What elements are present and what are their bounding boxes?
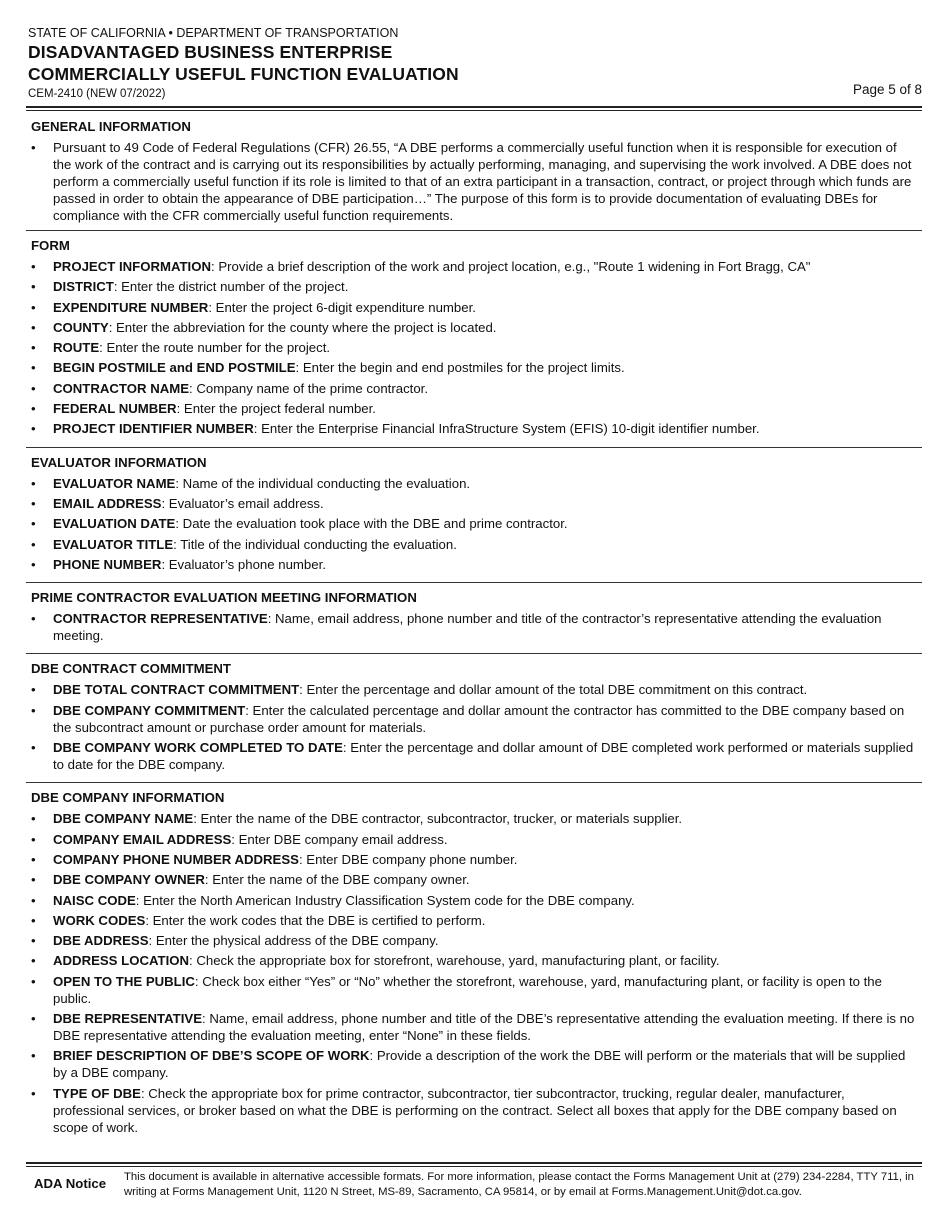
list-item xyxy=(26,702,922,736)
item-label: EXPENDITURE NUMBER xyxy=(53,299,209,315)
list-item xyxy=(26,912,922,929)
item-label: EVALUATOR TITLE xyxy=(53,536,174,552)
item-label: PHONE NUMBER xyxy=(53,556,162,572)
section-title: FORM xyxy=(31,238,70,253)
list-item xyxy=(26,952,922,969)
list-item xyxy=(26,892,922,909)
item-text: : Provide a description of the work the DBE will perform or the materials that will be supplied by a DBE company. xyxy=(53,1048,906,1081)
item-text: : Evaluator’s email address. xyxy=(161,495,324,511)
agency-line: STATE OF CALIFORNIA • DEPARTMENT OF TRANSPORTATION xyxy=(28,26,399,40)
item-label: DBE COMPANY WORK COMPLETED TO DATE xyxy=(53,740,343,756)
list-item xyxy=(26,739,922,773)
item-text: : Enter the Enterprise Financial InfraStructure System (EFIS) 10-digit identifier number. xyxy=(253,421,760,437)
section-title: GENERAL INFORMATION xyxy=(31,119,191,134)
item-text: : Provide a brief description of the work and project location, e.g., "Route 1 widening in Fort Bragg, CA" xyxy=(211,259,811,274)
list-item xyxy=(26,973,922,1007)
bullet-list xyxy=(26,610,922,644)
list-item xyxy=(26,339,922,356)
item-text: : Enter the physical address of the DBE company. xyxy=(148,933,439,949)
item-label: COMPANY EMAIL ADDRESS xyxy=(53,831,232,847)
item-label: TYPE OF DBE xyxy=(53,1085,141,1101)
list-item xyxy=(26,831,922,848)
item-label: DBE ADDRESS xyxy=(53,933,149,949)
section-title: DBE CONTRACT COMMITMENT xyxy=(31,661,231,677)
list-item xyxy=(26,258,922,275)
item-label: CONTRACTOR NAME xyxy=(53,380,190,396)
item-text: Pursuant to 49 Code of Federal Regulations (CFR) 26.55, “A DBE performs a commercially useful function when it is responsible for execution of the work of the contract and is carrying out its responsibilities by actually performing, managing, and supervising the work involved. A DBE does not perform a commercially useful function if its role is limited to that of an extra participant in a transaction, contract, or project through which funds are passed in order to obtain the appearance of DBE participation…” The purpose of this form is to provide documentation of evaluating DBEs for compliance with the CFR commercially useful function requirements. xyxy=(53,140,912,223)
item-label: DBE COMPANY NAME xyxy=(53,811,194,827)
list-item xyxy=(26,420,922,437)
item-label: COMPANY PHONE NUMBER ADDRESS xyxy=(53,851,299,867)
item-label: EMAIL ADDRESS xyxy=(53,495,162,511)
item-label: BRIEF DESCRIPTION OF DBE’S SCOPE OF WORK xyxy=(53,1048,370,1064)
list-item xyxy=(26,1010,922,1044)
item-text: : Enter the North American Industry Classification System code for the DBE company. xyxy=(135,892,635,908)
item-text: : Check the appropriate box for prime contractor, subcontractor, tier subcontractor, trucking, regular dealer, manufacturer, professional services, or broker based on what the DBE is performing on the contract. Select all boxes that apply for the DBE company based on scope of work. xyxy=(53,1085,897,1135)
list-item xyxy=(26,139,922,224)
list-item xyxy=(26,1047,922,1081)
item-text: : Enter the work codes that the DBE is certified to perform. xyxy=(145,912,486,928)
list-item xyxy=(26,681,922,698)
bullet-list xyxy=(26,139,922,224)
section-dbe-company-information xyxy=(26,783,922,1145)
list-item xyxy=(26,380,922,397)
bullet-list xyxy=(26,810,922,1135)
item-text: : Check the appropriate box for storefront, warehouse, yard, manufacturing plant, or facility. xyxy=(189,953,720,969)
item-text: : Enter the project 6-digit expenditure number. xyxy=(208,299,476,315)
footer-divider-top xyxy=(26,1162,922,1164)
item-label: DBE COMPANY COMMITMENT xyxy=(53,702,246,718)
section-evaluator-information xyxy=(26,448,922,583)
item-text: : Name, email address, phone number and title of the DBE’s representative attending the evaluation meeting. If there is no DBE representative attending the evaluation meeting, enter “None” in these fields. xyxy=(53,1011,915,1044)
bullet-list xyxy=(26,258,922,437)
list-item xyxy=(26,299,922,316)
footer-divider-bottom xyxy=(26,1166,922,1167)
item-label: WORK CODES xyxy=(53,912,146,928)
ada-notice-label: ADA Notice xyxy=(34,1176,107,1191)
item-label: ROUTE xyxy=(53,340,100,356)
item-label: COUNTY xyxy=(53,319,109,335)
item-text: : Enter DBE company email address. xyxy=(231,831,448,847)
section-title: PRIME CONTRACTOR EVALUATION MEETING INFORMATION xyxy=(31,590,417,606)
bullet-list xyxy=(26,475,922,573)
item-text: : Enter the project federal number. xyxy=(176,401,376,417)
item-label: PROJECT INFORMATION xyxy=(53,259,212,274)
item-text: : Enter the name of the DBE company owner. xyxy=(204,872,470,888)
item-label: EVALUATION DATE xyxy=(53,516,176,532)
item-label: DBE TOTAL CONTRACT COMMITMENT xyxy=(53,682,300,698)
section-general-information xyxy=(26,112,922,231)
form-title-line-1: DISADVANTAGED BUSINESS ENTERPRISE xyxy=(28,42,393,62)
form-number: CEM-2410 (NEW 07/2022) xyxy=(28,88,166,100)
item-label: DBE REPRESENTATIVE xyxy=(53,1011,202,1027)
form-header xyxy=(28,26,922,102)
item-label: FEDERAL NUMBER xyxy=(53,401,177,417)
item-text: : Date the evaluation took place with the DBE and prime contractor. xyxy=(175,516,568,532)
item-text: : Evaluator’s phone number. xyxy=(161,556,326,572)
instructions-content xyxy=(26,112,922,1145)
list-item xyxy=(26,851,922,868)
list-item xyxy=(26,495,922,512)
list-item xyxy=(26,359,922,376)
list-item xyxy=(26,556,922,573)
item-text: : Name, email address, phone number and title of the contractor’s representative attending the evaluation meeting. xyxy=(53,611,882,644)
item-label: ADDRESS LOCATION xyxy=(53,953,190,969)
header-divider-bottom xyxy=(26,110,922,111)
list-item xyxy=(26,810,922,827)
list-item xyxy=(26,932,922,949)
item-text: : Name of the individual conducting the evaluation. xyxy=(175,475,471,491)
list-item xyxy=(26,278,922,295)
bullet-list xyxy=(26,681,922,773)
list-item xyxy=(26,319,922,336)
item-label: BEGIN POSTMILE and END POSTMILE xyxy=(53,360,296,376)
item-text: : Enter the percentage and dollar amount of the total DBE commitment on this contract. xyxy=(299,682,808,698)
item-label: DISTRICT xyxy=(53,279,114,295)
list-item xyxy=(26,536,922,553)
item-text: : Enter DBE company phone number. xyxy=(298,851,518,867)
page-number: Page 5 of 8 xyxy=(852,82,922,97)
ada-notice-text: This document is available in alternative accessible formats. For more information, please contact the Forms Management Unit at (279) 234-2284, TTY 711, in writing at Forms Management Unit, 1120 N Street, MS-89, Sacramento, CA 95814, or by email at Forms.Management.Unit@dot.ca.gov. xyxy=(124,1171,914,1198)
item-label: DBE COMPANY OWNER xyxy=(53,872,205,888)
form-title-line-2: COMMERCIALLY USEFUL FUNCTION EVALUATION xyxy=(28,64,459,84)
item-label: OPEN TO THE PUBLIC xyxy=(53,973,195,989)
section-dbe-contract-commitment xyxy=(26,654,922,783)
list-item xyxy=(26,475,922,492)
item-text: : Enter the abbreviation for the county where the project is located. xyxy=(108,319,497,335)
section-title: DBE COMPANY INFORMATION xyxy=(31,790,225,806)
item-text: : Enter the percentage and dollar amount of DBE completed work performed or materials supplied to date for the DBE company. xyxy=(53,740,914,773)
item-text: : Enter the begin and end postmiles for the project limits. xyxy=(295,360,625,376)
list-item xyxy=(26,871,922,888)
section-title: EVALUATOR INFORMATION xyxy=(31,454,207,470)
header-divider-top xyxy=(26,106,922,108)
item-label: CONTRACTOR REPRESENTATIVE xyxy=(53,611,268,627)
item-label: EVALUATOR NAME xyxy=(53,475,176,491)
item-label: NAISC CODE xyxy=(53,892,136,908)
list-item xyxy=(26,515,922,532)
section-form xyxy=(26,231,922,448)
item-text: : Title of the individual conducting the evaluation. xyxy=(173,536,457,552)
item-label: PROJECT IDENTIFIER NUMBER xyxy=(53,421,254,437)
item-text: : Enter the route number for the project. xyxy=(99,340,331,356)
item-text: : Enter the calculated percentage and dollar amount the contractor has committed to the DBE company based on the subcontract amount or purchase order amount for materials. xyxy=(53,702,905,735)
list-item xyxy=(26,1085,922,1136)
item-text: : Enter the district number of the project. xyxy=(113,279,349,295)
item-text: : Check box either “Yes” or “No” whether the storefront, warehouse, yard, manufacturing plant, or facility is open to the public. xyxy=(53,973,882,1006)
item-text: : Company name of the prime contractor. xyxy=(189,380,428,396)
item-text: : Enter the name of the DBE contractor, subcontractor, trucker, or materials supplier. xyxy=(193,811,683,827)
list-item xyxy=(26,610,922,644)
section-prime-contractor-evaluation-meeting-information xyxy=(26,583,922,654)
list-item xyxy=(26,400,922,417)
